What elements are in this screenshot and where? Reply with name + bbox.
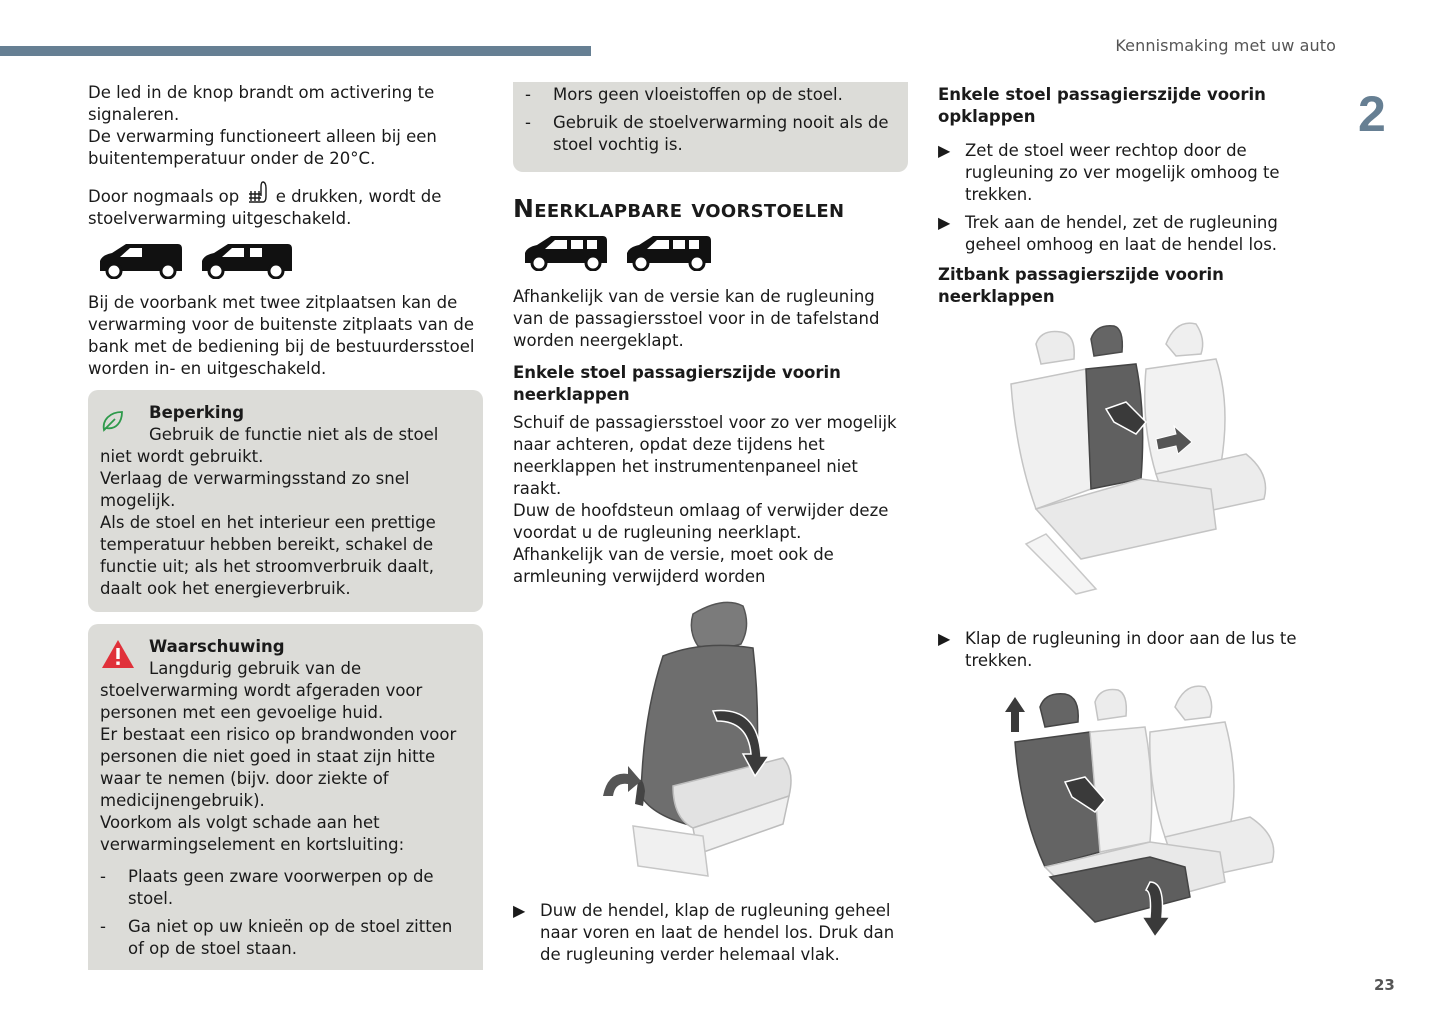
vehicle-icons [523,232,908,272]
bench-seat-middle-fold-illustration [996,314,1286,604]
column-3 [938,82,1333,962]
van-long-3-seat-icon [625,233,713,271]
paragraph-body-2: Duw de hoofdsteun omlaag of verwijder deze voordat u de rugleuning neerklapt. [513,501,889,542]
page-number: 23 [1374,976,1395,994]
warning-item: - Mors geen vloeistoffen op de stoel. [525,84,896,106]
steps-fold-single [513,900,908,966]
paragraph-body-1: Schuif de passagiersstoel voor zo ver mogelijk naar achteren, opdat deze tijdens het neerklappen het instrumentenpaneel niet raakt. [513,413,897,498]
steps-unfold-single [938,140,1333,256]
warning-box-continued [513,82,908,172]
section-title: Neerklapbare voorstoelen [513,194,845,223]
van-short-icon [98,241,184,279]
limitation-line-3: Als de stoel en het interieur een prettige temperatuur hebben bereikt, schakel de functie uit; als het stroomverbruik daalt, daalt ook het energieverbruik. [100,513,436,598]
step-item: ▶ Zet de stoel weer rechtop door de rugleuning zo ver mogelijk omhoog te trekken. [938,140,1333,206]
warning-title: Waarschuwing [149,637,285,656]
warning-item: - Plaats geen zware voorwerpen op de stoel. [100,866,471,910]
text-before-icon: Door nogmaals op [88,187,240,206]
seat-heating-button-icon [247,180,269,206]
warning-box [88,624,483,970]
warning-list-continued [525,84,896,156]
single-seat-fold-illustration [583,596,803,886]
paragraph-bench: Bij de voorbank met twee zitplaatsen kan de verwarming voor de buitenste zitplaats van de bank met de bediening bij de bestuurdersstoel worden in- en uitgeschakeld. [88,293,475,378]
limitation-line-1: Gebruik de functie niet als de stoel niet wordt gebruikt. [100,425,439,466]
paragraph-temperature: De verwarming functioneert alleen bij een buitentemperatuur onder de 20°C. [88,127,437,168]
paragraph-switch-off [88,180,483,230]
warning-item: - Gebruik de stoelverwarming nooit als de stoel vochtig is. [525,112,896,156]
van-short-3-seat-icon [523,233,609,271]
warning-line-3: Voorkom als volgt schade aan het verwarmingselement en kortsluiting: [100,813,405,854]
warning-line-1: Langdurig gebruik van de stoelverwarming wordt afgeraden voor personen met een gevoelige huid. [100,659,423,722]
paragraph-body-3: Afhankelijk van de versie, moet ook de armleuning verwijderd worden [513,545,834,586]
limitation-box [88,390,483,612]
limitation-title: Beperking [149,403,245,422]
chapter-number: 2 [1358,86,1386,142]
warning-triangle-icon [100,638,136,670]
subheading-fold-single: Enkele stoel passagierszijde voorin neerklappen [513,363,841,404]
van-long-icon [200,241,294,279]
subheading-unfold-single: Enkele stoel passagierszijde voorin opklappen [938,85,1266,126]
warning-item: - Ga niet op uw knieën op de stoel zitten of op de stoel staan. [100,916,471,960]
warning-list [100,866,471,960]
warning-line-2: Er bestaat een risico op brandwonden voor personen die niet goed in staat zijn hitte waar te nemen (bijv. door ziekte of medicijnengebruik). [100,725,457,810]
step-item: ▶ Duw de hendel, klap de rugleuning geheel naar voren en laat de hendel los. Druk dan de rugleuning verder helemaal vlak. [513,900,908,966]
paragraph-intro: Afhankelijk van de versie kan de rugleuning van de passagiersstoel voor in de tafelstand worden neergeklapt. [513,287,880,350]
text-after-icon: e drukken, wordt de stoelverwarming uitgeschakeld. [88,187,442,228]
column-2 [513,82,908,972]
vehicle-icons [98,240,483,280]
steps-fold-bench [938,628,1333,672]
subheading-fold-bench: Zitbank passagierszijde voorin neerklappen [938,265,1224,306]
eco-leaf-icon [100,408,136,440]
paragraph-led: De led in de knop brandt om activering te signaleren. [88,83,435,124]
header-accent-bar [0,46,591,56]
step-item: ▶ Trek aan de hendel, zet de rugleuning geheel omhoog en laat de hendel los. [938,212,1333,256]
bench-seat-outer-fold-illustration [1000,682,1290,962]
step-item: ▶ Klap de rugleuning in door aan de lus te trekken. [938,628,1333,672]
limitation-line-2: Verlaag de verwarmingsstand zo snel mogelijk. [100,469,410,510]
running-head: Kennismaking met uw auto [1115,36,1336,55]
column-1 [88,82,483,970]
